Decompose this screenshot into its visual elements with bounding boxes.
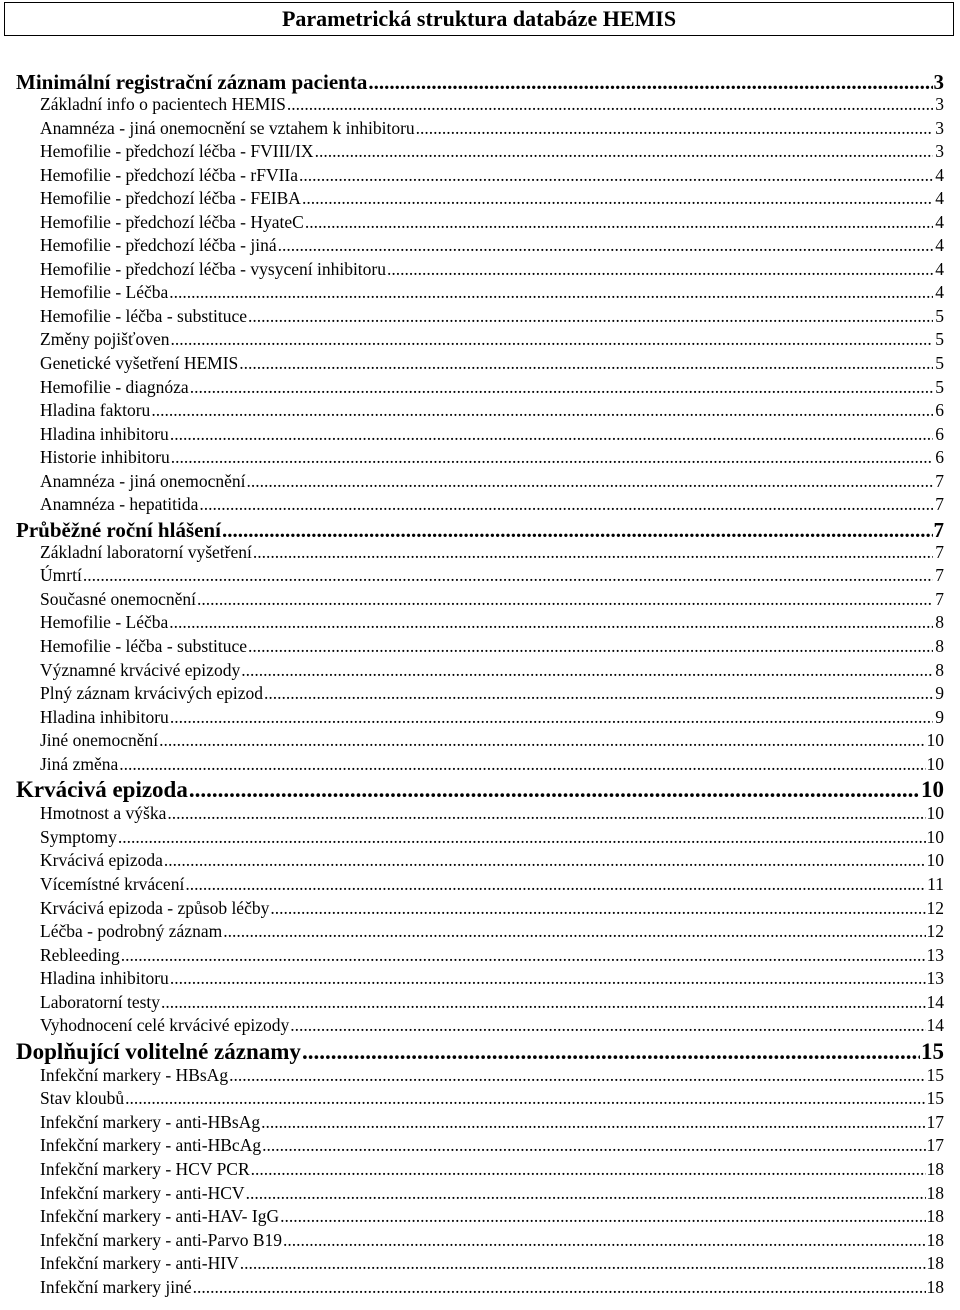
toc-entry-label: Stav kloubů bbox=[40, 1088, 125, 1109]
toc-entry[interactable] bbox=[16, 424, 944, 448]
toc-leader-dots bbox=[305, 212, 933, 233]
toc-leader-dots bbox=[280, 1206, 925, 1227]
toc-leader-dots bbox=[302, 1039, 920, 1065]
toc-leader-dots bbox=[261, 1112, 925, 1133]
toc-entry-label: Historie inhibitoru bbox=[40, 447, 170, 468]
toc-entry-label: Krvácivá epizoda bbox=[16, 777, 188, 803]
toc-page-number: 15 bbox=[926, 1064, 944, 1085]
toc-entry-label: Infekční markery - HBsAg bbox=[40, 1064, 229, 1085]
toc-leader-dots bbox=[164, 850, 926, 871]
toc-entry[interactable] bbox=[16, 118, 944, 142]
toc-entry[interactable] bbox=[16, 188, 944, 212]
toc-leader-dots bbox=[416, 118, 933, 139]
toc-entry[interactable] bbox=[16, 968, 944, 992]
toc-entry-label: Současné onemocnění bbox=[40, 588, 196, 609]
toc-entry[interactable] bbox=[16, 612, 944, 636]
toc-entry-label: Hemofilie - předchozí léčba - FVIII/IX bbox=[40, 141, 314, 162]
toc-entry[interactable] bbox=[16, 803, 944, 827]
toc-page-number: 13 bbox=[926, 944, 944, 965]
toc-entry-label: Léčba - podrobný záznam bbox=[40, 921, 223, 942]
toc-entry[interactable] bbox=[16, 1230, 944, 1254]
toc-entry-label: Hemofilie - diagnóza bbox=[40, 376, 189, 397]
toc-leader-dots bbox=[229, 1065, 925, 1086]
toc-entry[interactable] bbox=[16, 259, 944, 283]
toc-page-number: 15 bbox=[921, 1038, 944, 1064]
toc-entry[interactable] bbox=[16, 212, 944, 236]
toc-entry-label: Krvácivá epizoda - způsob léčby bbox=[40, 897, 270, 918]
toc-entry-label: Hladina faktoru bbox=[40, 400, 151, 421]
toc-page-number: 9 bbox=[935, 683, 944, 704]
toc-entry-label: Infekční markery - anti-Parvo B19 bbox=[40, 1229, 283, 1250]
toc-entry[interactable] bbox=[16, 1277, 944, 1301]
toc-page-number: 3 bbox=[935, 141, 944, 162]
toc-page-number: 9 bbox=[935, 706, 944, 727]
toc-leader-dots bbox=[241, 660, 933, 681]
toc-section-entry[interactable] bbox=[16, 1039, 944, 1065]
toc-entry[interactable] bbox=[16, 471, 944, 495]
toc-page-number: 5 bbox=[935, 376, 944, 397]
toc-page-number: 8 bbox=[935, 636, 944, 657]
toc-entry-label: Rebleeding bbox=[40, 944, 120, 965]
toc-page-number: 18 bbox=[926, 1158, 944, 1179]
toc-entry-label: Plný záznam krvácivých epizod bbox=[40, 683, 264, 704]
toc-entry[interactable] bbox=[16, 660, 944, 684]
toc-entry-label: Laboratorní testy bbox=[40, 991, 161, 1012]
toc-leader-dots bbox=[287, 94, 933, 115]
toc-page-number: 10 bbox=[926, 803, 944, 824]
toc-entry[interactable] bbox=[16, 636, 944, 660]
toc-entry[interactable] bbox=[16, 1206, 944, 1230]
toc-entry-label: Hmotnost a výška bbox=[40, 803, 167, 824]
toc-page-number: 7 bbox=[935, 541, 944, 562]
toc-leader-dots bbox=[170, 968, 926, 989]
toc-page-number: 14 bbox=[926, 991, 944, 1012]
toc-entry-label: Hemofilie - léčba - substituce bbox=[40, 305, 248, 326]
toc-entry[interactable] bbox=[16, 282, 944, 306]
toc-entry-label: Hemofilie - Léčba bbox=[40, 612, 169, 633]
toc-page-number: 4 bbox=[935, 211, 944, 232]
toc-entry[interactable] bbox=[16, 1015, 944, 1039]
toc-leader-dots bbox=[290, 1015, 925, 1036]
toc-leader-dots bbox=[118, 827, 926, 848]
toc-leader-dots bbox=[170, 707, 933, 728]
toc-page-number: 14 bbox=[926, 1015, 944, 1036]
toc-entry[interactable] bbox=[16, 141, 944, 165]
toc-entry-label: Jiná změna bbox=[40, 753, 119, 774]
toc-entry-label: Vícemístné krvácení bbox=[40, 873, 185, 894]
toc-leader-dots bbox=[185, 874, 926, 895]
toc-section-entry[interactable] bbox=[16, 777, 944, 803]
toc-page-number: 4 bbox=[935, 235, 944, 256]
toc-page-number: 3 bbox=[935, 94, 944, 114]
toc-page-number: 11 bbox=[927, 873, 944, 894]
toc-page-number: 10 bbox=[921, 777, 944, 803]
document-title-box bbox=[4, 2, 954, 36]
toc-entry-label: Hemofilie - předchozí léčba - vysycení inhibitoru bbox=[40, 258, 386, 279]
toc-leader-dots bbox=[251, 1159, 926, 1180]
toc-entry[interactable] bbox=[16, 730, 944, 754]
toc-page-number: 5 bbox=[935, 353, 944, 374]
toc-page-number: 4 bbox=[935, 282, 944, 303]
toc-section-entry[interactable] bbox=[16, 70, 944, 94]
toc-leader-dots bbox=[167, 803, 925, 824]
table-of-contents bbox=[16, 70, 944, 1300]
toc-page-number: 13 bbox=[926, 968, 944, 989]
toc-page-number: 7 bbox=[935, 494, 944, 515]
toc-entry-label: Krvácivá epizoda bbox=[40, 850, 163, 871]
toc-entry[interactable] bbox=[16, 589, 944, 613]
toc-leader-dots bbox=[368, 70, 932, 94]
toc-entry[interactable] bbox=[16, 494, 944, 518]
toc-page-number: 10 bbox=[926, 826, 944, 847]
toc-page-number: 17 bbox=[926, 1111, 944, 1132]
toc-entry[interactable] bbox=[16, 565, 944, 589]
toc-leader-dots bbox=[315, 141, 933, 162]
toc-entry-label: Infekční markery - anti-HBcAg bbox=[40, 1135, 262, 1156]
toc-leader-dots bbox=[119, 754, 925, 775]
toc-entry-label: Infekční markery - anti-HBsAg bbox=[40, 1111, 261, 1132]
toc-entry[interactable] bbox=[16, 235, 944, 259]
toc-entry-label: Anamnéza - hepatitida bbox=[40, 494, 199, 515]
toc-page-number: 7 bbox=[935, 588, 944, 609]
toc-page-number: 4 bbox=[935, 258, 944, 279]
toc-leader-dots bbox=[283, 1230, 925, 1251]
toc-page-number: 10 bbox=[926, 753, 944, 774]
toc-page-number: 8 bbox=[935, 659, 944, 680]
toc-entry[interactable] bbox=[16, 1135, 944, 1159]
toc-entry[interactable] bbox=[16, 377, 944, 401]
toc-leader-dots bbox=[246, 1183, 926, 1204]
toc-leader-dots bbox=[197, 589, 933, 610]
toc-entry-label: Průběžné roční hlášení bbox=[16, 517, 221, 542]
toc-page-number: 18 bbox=[926, 1276, 944, 1297]
toc-entry-label: Hladina inhibitoru bbox=[40, 968, 169, 989]
toc-entry[interactable] bbox=[16, 992, 944, 1016]
toc-entry-label: Hemofilie - předchozí léčba - rFVIIa bbox=[40, 164, 299, 185]
toc-entry-label: Hemofilie - předchozí léčba - FEIBA bbox=[40, 188, 301, 209]
toc-entry-label: Genetické vyšetření HEMIS bbox=[40, 353, 239, 374]
toc-page-number: 7 bbox=[935, 565, 944, 586]
toc-leader-dots bbox=[189, 777, 920, 803]
toc-entry[interactable] bbox=[16, 353, 944, 377]
toc-entry[interactable] bbox=[16, 1159, 944, 1183]
toc-page-number: 8 bbox=[935, 612, 944, 633]
toc-leader-dots bbox=[159, 730, 925, 751]
toc-entry[interactable] bbox=[16, 945, 944, 969]
toc-leader-dots bbox=[169, 282, 933, 303]
toc-entry-label: Základní laboratorní vyšetření bbox=[40, 541, 252, 562]
toc-entry-label: Vyhodnocení celé krvácivé epizody bbox=[40, 1015, 290, 1036]
toc-entry-label: Minimální registrační záznam pacienta bbox=[16, 70, 368, 94]
toc-leader-dots bbox=[248, 636, 933, 657]
toc-leader-dots bbox=[151, 400, 933, 421]
toc-entry[interactable] bbox=[16, 707, 944, 731]
toc-page-number: 6 bbox=[935, 400, 944, 421]
toc-entry[interactable] bbox=[16, 165, 944, 189]
toc-leader-dots bbox=[239, 353, 933, 374]
toc-entry[interactable] bbox=[16, 306, 944, 330]
toc-leader-dots bbox=[270, 898, 925, 919]
toc-entry-label: Anamnéza - jiná onemocnění se vztahem k inhibitoru bbox=[40, 117, 415, 138]
toc-entry[interactable] bbox=[16, 447, 944, 471]
toc-leader-dots bbox=[264, 683, 933, 704]
toc-entry[interactable] bbox=[16, 850, 944, 874]
toc-page-number: 6 bbox=[935, 423, 944, 444]
toc-leader-dots bbox=[262, 1135, 925, 1156]
toc-entry-label: Infekční markery - anti-HAV- IgG bbox=[40, 1206, 280, 1227]
toc-entry-label: Hemofilie - předchozí léčba - jiná bbox=[40, 235, 277, 256]
toc-leader-dots bbox=[247, 471, 933, 492]
toc-entry[interactable] bbox=[16, 329, 944, 353]
toc-entry[interactable] bbox=[16, 827, 944, 851]
document-title: Parametrická struktura databáze HEMIS bbox=[281, 6, 677, 31]
toc-entry-label: Infekční markery - HCV PCR bbox=[40, 1158, 250, 1179]
toc-page-number: 18 bbox=[926, 1229, 944, 1250]
toc-leader-dots bbox=[121, 945, 926, 966]
toc-entry[interactable] bbox=[16, 94, 944, 118]
toc-entry-label: Hemofilie - léčba - substituce bbox=[40, 636, 248, 657]
toc-entry[interactable] bbox=[16, 1253, 944, 1277]
toc-leader-dots bbox=[169, 612, 933, 633]
toc-leader-dots bbox=[302, 188, 933, 209]
toc-page-number: 10 bbox=[926, 850, 944, 871]
toc-entry-label: Hemofilie - předchozí léčba - HyateC bbox=[40, 211, 304, 232]
toc-entry-label: Změny pojišťoven bbox=[40, 329, 170, 350]
toc-entry-label: Infekční markery - anti-HCV bbox=[40, 1182, 245, 1203]
toc-entry-label: Infekční markery - anti-HIV bbox=[40, 1253, 239, 1274]
toc-leader-dots bbox=[222, 518, 933, 542]
toc-entry[interactable] bbox=[16, 754, 944, 778]
toc-entry[interactable] bbox=[16, 1065, 944, 1089]
toc-entry-label: Hemofilie - Léčba bbox=[40, 282, 169, 303]
toc-entry[interactable] bbox=[16, 874, 944, 898]
toc-section-entry[interactable] bbox=[16, 518, 944, 542]
toc-page-number: 18 bbox=[926, 1206, 944, 1227]
toc-entry-label: Základní info o pacientech HEMIS bbox=[40, 94, 286, 114]
toc-page-number: 4 bbox=[935, 188, 944, 209]
toc-entry-label: Infekční markery jiné bbox=[40, 1276, 192, 1297]
toc-leader-dots bbox=[299, 165, 933, 186]
toc-page-number: 3 bbox=[933, 70, 944, 94]
toc-leader-dots bbox=[190, 377, 933, 398]
toc-entry[interactable] bbox=[16, 1183, 944, 1207]
toc-page-number: 12 bbox=[926, 897, 944, 918]
toc-leader-dots bbox=[253, 542, 933, 563]
toc-leader-dots bbox=[193, 1277, 926, 1298]
toc-page-number: 12 bbox=[926, 921, 944, 942]
toc-entry[interactable] bbox=[16, 1112, 944, 1136]
toc-page-number: 4 bbox=[935, 164, 944, 185]
toc-leader-dots bbox=[83, 565, 933, 586]
toc-page-number: 6 bbox=[935, 447, 944, 468]
toc-page-number: 7 bbox=[933, 517, 944, 542]
toc-leader-dots bbox=[199, 494, 933, 515]
toc-leader-dots bbox=[171, 447, 933, 468]
toc-entry[interactable] bbox=[16, 542, 944, 566]
toc-entry-label: Úmrtí bbox=[40, 565, 82, 586]
toc-leader-dots bbox=[170, 424, 933, 445]
toc-entry[interactable] bbox=[16, 921, 944, 945]
toc-page-number: 5 bbox=[935, 305, 944, 326]
toc-leader-dots bbox=[125, 1088, 925, 1109]
toc-entry[interactable] bbox=[16, 683, 944, 707]
toc-page-number: 10 bbox=[926, 730, 944, 751]
toc-page-number: 15 bbox=[926, 1088, 944, 1109]
toc-leader-dots bbox=[278, 235, 933, 256]
toc-page-number: 17 bbox=[926, 1135, 944, 1156]
toc-entry[interactable] bbox=[16, 898, 944, 922]
toc-page-number: 5 bbox=[935, 329, 944, 350]
toc-page-number: 3 bbox=[935, 117, 944, 138]
toc-entry-label: Jiné onemocnění bbox=[40, 730, 159, 751]
toc-entry-label: Symptomy bbox=[40, 826, 117, 847]
toc-page-number: 18 bbox=[926, 1253, 944, 1274]
toc-leader-dots bbox=[223, 921, 925, 942]
toc-entry[interactable] bbox=[16, 400, 944, 424]
toc-page-number: 18 bbox=[926, 1182, 944, 1203]
toc-leader-dots bbox=[387, 259, 933, 280]
toc-entry-label: Doplňující volitelné záznamy bbox=[16, 1038, 301, 1064]
toc-entry-label: Hladina inhibitoru bbox=[40, 706, 169, 727]
toc-leader-dots bbox=[240, 1253, 926, 1274]
toc-leader-dots bbox=[170, 329, 933, 350]
toc-entry-label: Anamnéza - jiná onemocnění bbox=[40, 470, 246, 491]
toc-entry[interactable] bbox=[16, 1088, 944, 1112]
toc-entry-label: Hladina inhibitoru bbox=[40, 423, 169, 444]
toc-page-number: 7 bbox=[935, 470, 944, 491]
toc-leader-dots bbox=[248, 306, 933, 327]
toc-leader-dots bbox=[161, 992, 925, 1013]
toc-entry-label: Významné krvácivé epizody bbox=[40, 659, 241, 680]
